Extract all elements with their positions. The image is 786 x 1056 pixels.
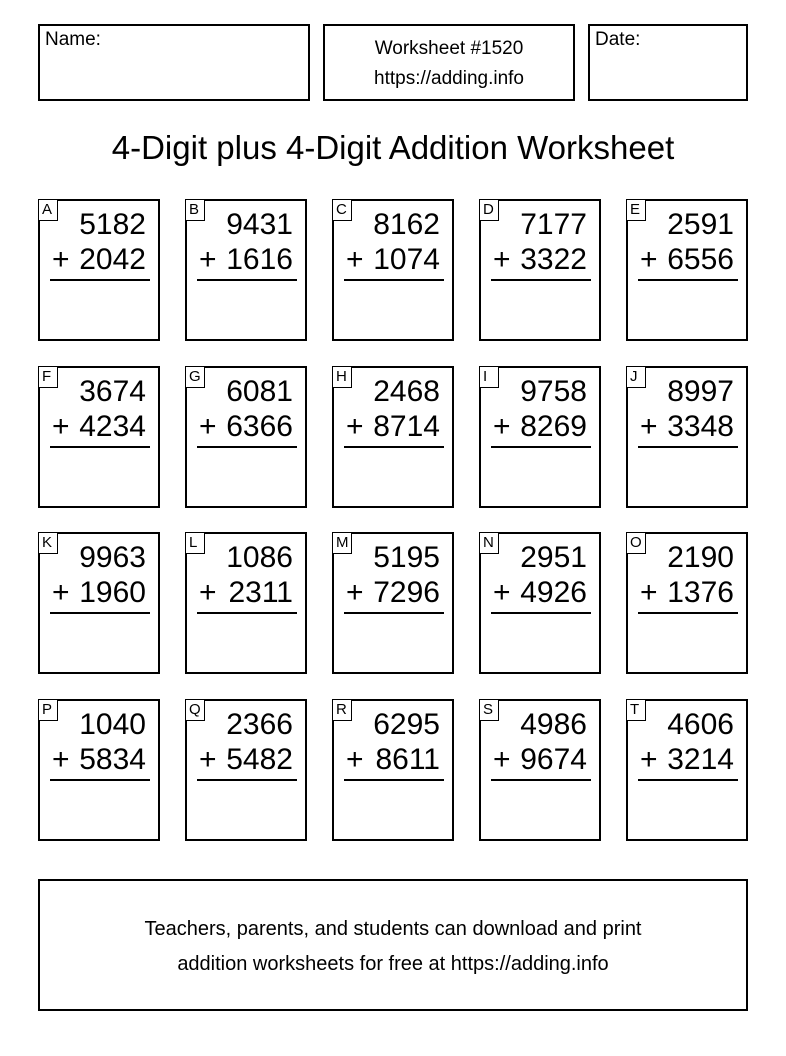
problem-letter: Q bbox=[185, 699, 205, 721]
addend-bottom: 4926 bbox=[520, 576, 587, 609]
problem-card bbox=[38, 532, 160, 674]
problem-letter: K bbox=[38, 532, 58, 554]
plus-sign: + bbox=[52, 243, 70, 276]
addend-top: 8997 bbox=[667, 375, 734, 408]
plus-sign: + bbox=[52, 410, 70, 443]
problem-card bbox=[38, 366, 160, 508]
problem-card bbox=[38, 199, 160, 341]
problem-card bbox=[332, 699, 454, 841]
problem-letter: T bbox=[626, 699, 646, 721]
answer-line bbox=[491, 446, 591, 448]
answer-line bbox=[344, 446, 444, 448]
problem-card bbox=[626, 366, 748, 508]
addend-bottom: 3322 bbox=[520, 243, 587, 276]
answer-line bbox=[50, 612, 150, 614]
addend-top: 1086 bbox=[226, 541, 293, 574]
addend-bottom: 8269 bbox=[520, 410, 587, 443]
date-label: Date: bbox=[595, 29, 641, 50]
addend-top: 7177 bbox=[520, 208, 587, 241]
addend-top: 5195 bbox=[373, 541, 440, 574]
problem-letter: F bbox=[38, 366, 58, 388]
answer-line bbox=[197, 446, 297, 448]
answer-line bbox=[638, 612, 738, 614]
problem-letter: N bbox=[479, 532, 499, 554]
problem-letter: H bbox=[332, 366, 352, 388]
addend-bottom: 4234 bbox=[79, 410, 146, 443]
answer-line bbox=[344, 279, 444, 281]
answer-line bbox=[638, 446, 738, 448]
plus-sign: + bbox=[346, 743, 364, 776]
addend-bottom: 2311 bbox=[228, 576, 293, 609]
plus-sign: + bbox=[640, 743, 658, 776]
plus-sign: + bbox=[199, 410, 217, 443]
answer-line bbox=[344, 779, 444, 781]
problem-letter: D bbox=[479, 199, 499, 221]
date-field-box[interactable] bbox=[588, 24, 748, 101]
addend-top: 9758 bbox=[520, 375, 587, 408]
addend-bottom: 1616 bbox=[226, 243, 293, 276]
addend-bottom: 7296 bbox=[373, 576, 440, 609]
answer-line bbox=[491, 779, 591, 781]
problem-card bbox=[479, 199, 601, 341]
name-label: Name: bbox=[45, 29, 101, 50]
addend-top: 2468 bbox=[373, 375, 440, 408]
addend-bottom: 6556 bbox=[667, 243, 734, 276]
plus-sign: + bbox=[493, 243, 511, 276]
plus-sign: + bbox=[640, 410, 658, 443]
addend-top: 1040 bbox=[79, 708, 146, 741]
addend-bottom: 1960 bbox=[79, 576, 146, 609]
addend-top: 2591 bbox=[667, 208, 734, 241]
addend-top: 9431 bbox=[226, 208, 293, 241]
addend-bottom: 5834 bbox=[79, 743, 146, 776]
addend-top: 9963 bbox=[79, 541, 146, 574]
addend-top: 3674 bbox=[79, 375, 146, 408]
addend-bottom: 3214 bbox=[667, 743, 734, 776]
addend-bottom: 5482 bbox=[226, 743, 293, 776]
problem-card bbox=[185, 199, 307, 341]
plus-sign: + bbox=[493, 576, 511, 609]
plus-sign: + bbox=[640, 576, 658, 609]
problem-letter: B bbox=[185, 199, 205, 221]
plus-sign: + bbox=[346, 410, 364, 443]
problem-card bbox=[479, 699, 601, 841]
addend-bottom: 2042 bbox=[79, 243, 146, 276]
problem-card bbox=[479, 366, 601, 508]
problem-card bbox=[185, 699, 307, 841]
problem-letter: S bbox=[479, 699, 499, 721]
footer-box bbox=[38, 879, 748, 1011]
problem-card bbox=[38, 699, 160, 841]
plus-sign: + bbox=[199, 576, 217, 609]
problem-card bbox=[626, 699, 748, 841]
addend-top: 4606 bbox=[667, 708, 734, 741]
page-title: 4-Digit plus 4-Digit Addition Worksheet bbox=[111, 129, 675, 166]
problem-card bbox=[479, 532, 601, 674]
name-field-box[interactable] bbox=[38, 24, 310, 101]
problem-card bbox=[332, 532, 454, 674]
plus-sign: + bbox=[640, 243, 658, 276]
answer-line bbox=[197, 279, 297, 281]
footer-line-2: addition worksheets for free at https://adding.info bbox=[177, 953, 609, 975]
problem-card bbox=[185, 532, 307, 674]
addend-bottom: 9674 bbox=[520, 743, 587, 776]
plus-sign: + bbox=[493, 743, 511, 776]
addend-top: 6081 bbox=[226, 375, 293, 408]
answer-line bbox=[638, 779, 738, 781]
addend-bottom: 6366 bbox=[226, 410, 293, 443]
answer-line bbox=[638, 279, 738, 281]
problem-letter: R bbox=[332, 699, 352, 721]
addend-top: 2366 bbox=[226, 708, 293, 741]
plus-sign: + bbox=[346, 576, 364, 609]
addend-top: 4986 bbox=[520, 708, 587, 741]
worksheet-info-box bbox=[323, 24, 575, 101]
answer-line bbox=[491, 279, 591, 281]
problem-letter: I bbox=[479, 366, 499, 388]
worksheet-url: https://adding.info bbox=[374, 68, 524, 89]
addend-top: 2190 bbox=[667, 541, 734, 574]
plus-sign: + bbox=[493, 410, 511, 443]
answer-line bbox=[197, 612, 297, 614]
answer-line bbox=[344, 612, 444, 614]
problem-card bbox=[626, 532, 748, 674]
problem-letter: G bbox=[185, 366, 205, 388]
problem-card bbox=[332, 366, 454, 508]
addend-bottom: 3348 bbox=[667, 410, 734, 443]
plus-sign: + bbox=[199, 743, 217, 776]
worksheet-number: Worksheet #1520 bbox=[374, 38, 524, 59]
problem-card bbox=[185, 366, 307, 508]
addend-bottom: 1376 bbox=[667, 576, 734, 609]
plus-sign: + bbox=[346, 243, 364, 276]
problem-letter: A bbox=[38, 199, 58, 221]
plus-sign: + bbox=[199, 243, 217, 276]
answer-line bbox=[491, 612, 591, 614]
problem-grid bbox=[38, 199, 748, 842]
addend-bottom: 8611 bbox=[375, 743, 440, 776]
addend-bottom: 1074 bbox=[373, 243, 440, 276]
problem-letter: L bbox=[185, 532, 205, 554]
plus-sign: + bbox=[52, 576, 70, 609]
answer-line bbox=[50, 446, 150, 448]
answer-line bbox=[197, 779, 297, 781]
problem-letter: M bbox=[332, 532, 352, 554]
footer-line-1: Teachers, parents, and students can download and print bbox=[144, 918, 642, 940]
problem-letter: P bbox=[38, 699, 58, 721]
addend-top: 6295 bbox=[373, 708, 440, 741]
problem-card bbox=[626, 199, 748, 341]
addend-top: 5182 bbox=[79, 208, 146, 241]
problem-letter: E bbox=[626, 199, 646, 221]
addend-top: 8162 bbox=[373, 208, 440, 241]
answer-line bbox=[50, 279, 150, 281]
problem-letter: O bbox=[626, 532, 646, 554]
addend-top: 2951 bbox=[520, 541, 587, 574]
addend-bottom: 8714 bbox=[373, 410, 440, 443]
problem-letter: J bbox=[626, 366, 646, 388]
plus-sign: + bbox=[52, 743, 70, 776]
answer-line bbox=[50, 779, 150, 781]
problem-letter: C bbox=[332, 199, 352, 221]
problem-card bbox=[332, 199, 454, 341]
